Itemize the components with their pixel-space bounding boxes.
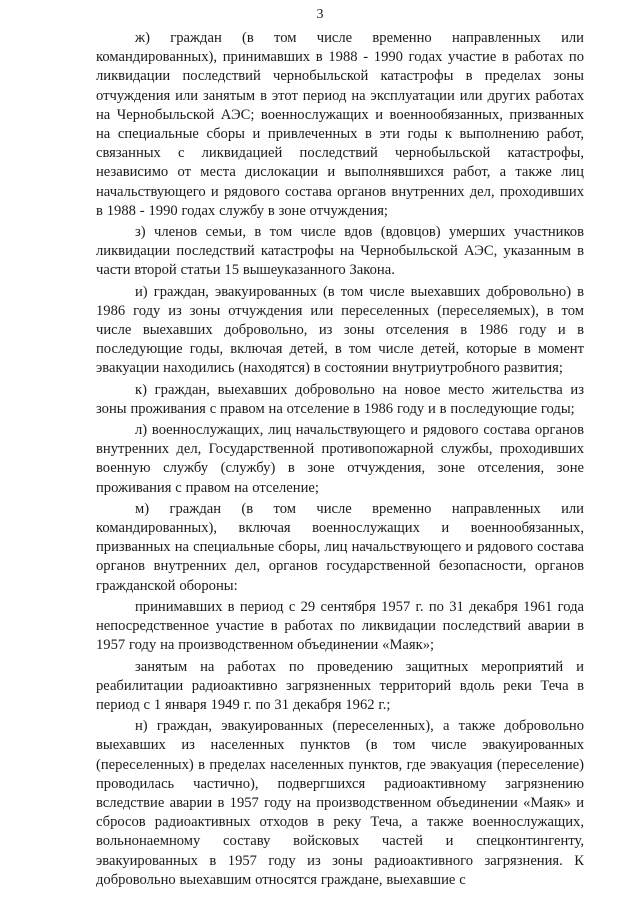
paragraph-i: и) граждан, эвакуированных (в том числе выехавших добровольно) в 1986 году из зоны отчуждения или переселенных (переселяемых), в том числе выехавших добровольно, из зоны отселения в 1986 году и в последующие годы, включая детей, в том числе детей, которые в момент эвакуации находились (находятся) в состоянии внутриутробного развития; <box>96 283 584 377</box>
paragraph-z: з) членов семьи, в том числе вдов (вдовцов) умерших участников ликвидации последствий катастрофы на Чернобыльской АЭС, указанным в части второй статьи 15 вышеуказанного Закона. <box>96 224 584 279</box>
paragraph-m: м) граждан (в том числе временно направленных или командированных), включая военнослужащих и военнообязанных, призванных на специальные сборы, лиц начальствующего и рядового состава органов внутренних дел, органов государственной безопасности, органов гражданской обороны: <box>96 500 584 594</box>
paragraph-l: л) военнослужащих, лиц начальствующего и рядового состава органов внутренних дел, Государственной противопожарной службы, проходивших военную службу (службу) в зоне отчуждения, зоне отселения, зоне проживания с правом на отселение; <box>96 422 584 496</box>
paragraph-zh: ж) граждан (в том числе временно направленных или командированных), принимавших в 1988 - 1990 годах участие в работах по ликвидации последствий чернобыльской катастрофы в пределах зоны отчуждения или занятым в этот период на эксплуатации или других работах на Чернобыльской АЭС; военнослужащих и военнообязанных, призванных на специальные сборы и привлеченных в эти годы к выполнению работ, связанных с ликвидацией последствий чернобыльской катастрофы, независимо от места дислокации и выполнявшихся работ, а также лиц начальствующего и рядового состава органов внутренних дел, проходивших в 1988 - 1990 годах службу в зоне отчуждения; <box>96 30 584 219</box>
paragraph-k: к) граждан, выехавших добровольно на новое место жительства из зоны проживания с правом на отселение в 1986 году и в последующие годы; <box>96 381 584 417</box>
paragraph-m-sub-1: принимавших в период с 29 сентября 1957 г. по 31 декабря 1961 года непосредственное участие в работах по ликвидации последствий аварии в 1957 году на производственном объединении «Маяк»; <box>96 598 584 654</box>
paragraph-m-sub-2: занятым на работах по проведению защитных мероприятий и реабилитации радиоактивно загрязненных территорий вдоль реки Теча в период с 1 января 1949 г. по 31 декабря 1962 г.; <box>96 658 584 713</box>
document-body <box>96 29 584 892</box>
paragraph-n: н) граждан, эвакуированных (переселенных), а также добровольно выехавших из населенных пунктов (в том числе эвакуированных (переселенных) в пределах населенных пунктов, где эвакуация (переселение) проводилась частично), подвергшихся радиоактивному загрязнению вследствие аварии в 1957 году на производственном объединении «Маяк» и сбросов радиоактивных отходов в реку Теча, а также военнослужащих, вольнонаемному составу войсковых частей и спецконтингенту, эвакуированных в 1957 году из зоны радиоактивного загрязнения. К добровольно выехавшим относятся граждане, выехавшие с <box>96 718 584 888</box>
page-number: 3 <box>316 7 324 22</box>
